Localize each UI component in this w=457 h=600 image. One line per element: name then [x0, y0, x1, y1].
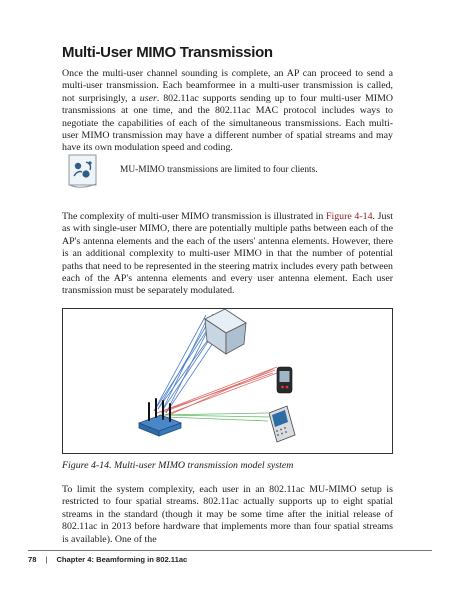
chapter-title: Chapter 4: Beamforming in 802.11ac [56, 555, 188, 564]
paragraph-limit: To limit the system complexity, each user in an 802.11ac MU-MIMO setup is restricted to four spatial streams. 802.11ac actually supports up to eight spatial streams in the standard (though it may be some time after the initial release of 802.11ac in 2013 before hardware that implements more than four spatial streams is available). One of the [62, 484, 393, 545]
footer-separator: | [45, 555, 48, 564]
page-footer [28, 555, 187, 564]
paragraph-complexity [62, 211, 393, 298]
term-user: user [139, 92, 157, 104]
paths-to-pda [159, 413, 270, 421]
paragraph-text: . 802.11ac supports sending up to four multi-user MIMO transmissions at one time, and the 802.11ac MAC protocol includes ways to negotiate the capabilities of each of the simultaneous transmissions. Each multi-user MIMO transmission may have a different number of spatial streams and may have its own modulation speed and coding. [62, 92, 394, 154]
figure-diagram [63, 309, 394, 455]
scorpion-note-icon [68, 154, 98, 192]
paragraph-text: The complexity of multi-user MIMO transmission is illustrated in [62, 211, 326, 222]
paragraph-text: . Just as with single-user MIMO, there are potentially multiple paths between each of the AP's antenna elements and the each of the users' antenna elements. However, there is an additional complexity to multi-user MIMO in that the number of potential paths that need to be represented in the steering matrix includes every path between each of the AP's antenna elements and every user antenna element. Each user transmission must be separately modulated. [62, 211, 394, 297]
note-callout [62, 154, 392, 194]
smartphone-icon [277, 367, 292, 393]
figure-caption: Figure 4-14. Multi-user MIMO transmission model system [62, 460, 294, 471]
page-number: 78 [28, 555, 37, 564]
section-title: Multi-User MIMO Transmission [62, 44, 273, 61]
paragraph-text: Once the multi-user channel sounding is complete, an AP can proceed to send a multi-user transmission. Each beamformee in a multi-user transmission is called, not surprisingly, a [62, 68, 393, 104]
footer-divider [28, 550, 432, 551]
figure-reference-link[interactable]: Figure 4-14 [326, 211, 373, 222]
laptop-cube-icon [205, 309, 246, 354]
note-text: MU-MIMO transmissions are limited to four clients. [120, 165, 318, 175]
figure-mu-mimo [62, 308, 393, 454]
pda-icon [269, 406, 295, 442]
paragraph-intro [62, 68, 393, 155]
